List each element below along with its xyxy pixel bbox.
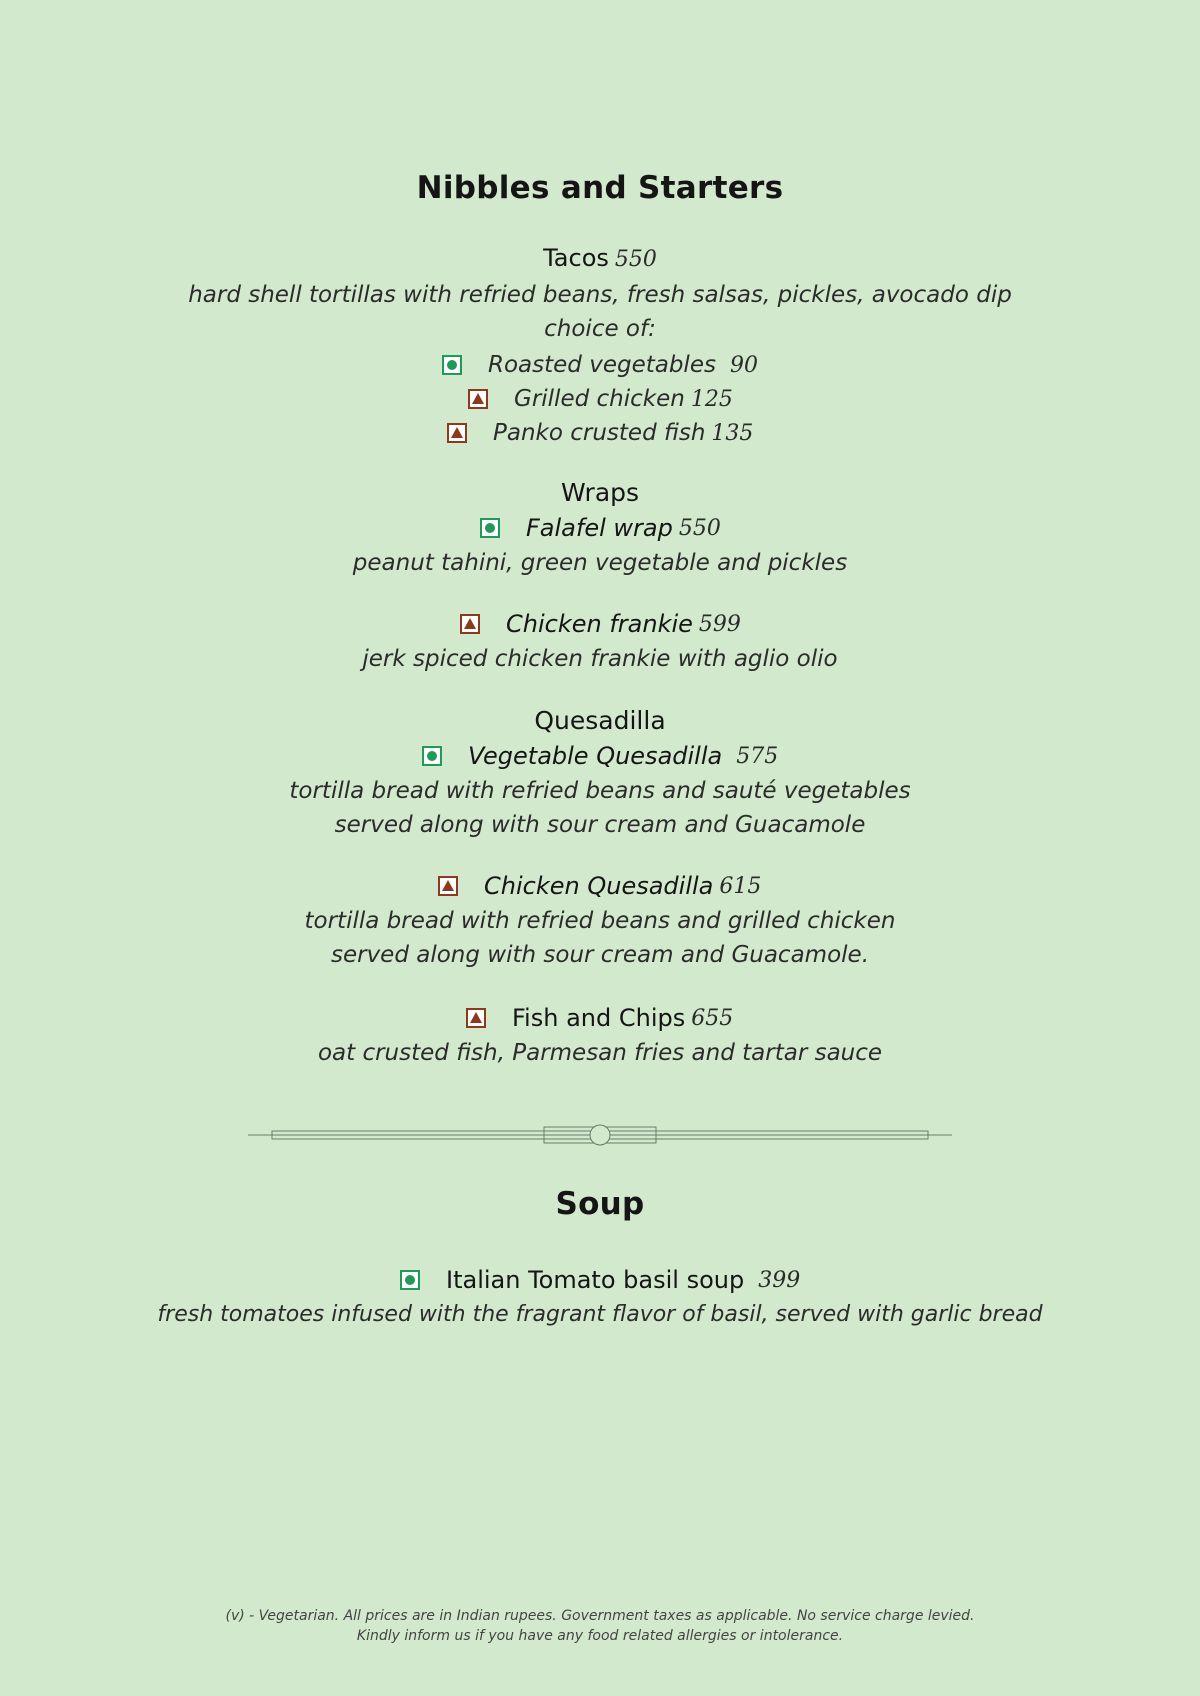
tacos-option-roasted-vegetables xyxy=(442,352,758,378)
option-name: Roasted vegetables xyxy=(488,352,716,378)
section-title-starters: Nibbles and Starters xyxy=(416,170,784,206)
wraps-title: Wraps xyxy=(560,478,640,507)
option-name: Grilled chicken xyxy=(514,386,685,412)
ornamental-divider xyxy=(248,1124,952,1146)
chicken-frankie-description: jerk spiced chicken frankie with aglio olio xyxy=(362,646,838,672)
item-falafel-wrap xyxy=(480,514,721,542)
item-price: 615 xyxy=(719,873,762,899)
nonveg-indicator-icon xyxy=(438,876,458,896)
veg-indicator-icon xyxy=(400,1270,420,1290)
vegetable-quesadilla-description-1: tortilla bread with refried beans and sauté vegetables xyxy=(289,778,911,804)
section-title-soup: Soup xyxy=(555,1186,645,1222)
footer-note-1: (v) - Vegetarian. All prices are in Indian rupees. Government taxes as applicable. No service charge levied. xyxy=(225,1608,975,1624)
item-price: 655 xyxy=(691,1005,734,1031)
item-name: Falafel wrap xyxy=(526,514,673,542)
item-chicken-quesadilla xyxy=(438,872,761,900)
fish-and-chips-description: oat crusted fish, Parmesan fries and tartar sauce xyxy=(317,1040,883,1066)
chicken-quesadilla-description-1: tortilla bread with refried beans and grilled chicken xyxy=(304,908,896,934)
option-price: 135 xyxy=(711,420,754,446)
option-price: 90 xyxy=(729,352,758,378)
item-name: Italian Tomato basil soup xyxy=(446,1266,745,1294)
item-fish-and-chips xyxy=(466,1004,733,1032)
item-name: Vegetable Quesadilla xyxy=(468,742,723,770)
tacos-heading xyxy=(0,244,1200,272)
quesadilla-title: Quesadilla xyxy=(534,706,666,735)
veg-indicator-icon xyxy=(480,518,500,538)
nonveg-indicator-icon xyxy=(447,423,467,443)
item-price: 599 xyxy=(698,611,741,637)
tacos-name: Tacos xyxy=(543,244,609,272)
nonveg-indicator-icon xyxy=(460,614,480,634)
option-price: 125 xyxy=(690,386,733,412)
footer-note-2: Kindly inform us if you have any food related allergies or intolerance. xyxy=(356,1628,844,1644)
vegetable-quesadilla-description-2: served along with sour cream and Guacamole xyxy=(334,812,866,838)
tacos-price: 550 xyxy=(614,247,657,272)
tacos-description: hard shell tortillas with refried beans, fresh salsas, pickles, avocado dip xyxy=(188,282,1012,308)
veg-indicator-icon xyxy=(442,355,462,375)
soup-description: fresh tomatoes infused with the fragrant flavor of basil, served with garlic bread xyxy=(157,1302,1043,1327)
veg-indicator-icon xyxy=(422,746,442,766)
item-chicken-frankie xyxy=(460,610,741,638)
item-name: Chicken frankie xyxy=(506,610,693,638)
tacos-choice-label: choice of: xyxy=(544,316,656,342)
item-name: Fish and Chips xyxy=(512,1004,686,1032)
falafel-wrap-description: peanut tahini, green vegetable and pickles xyxy=(352,550,848,576)
item-italian-tomato-basil-soup xyxy=(400,1266,800,1294)
option-name: Panko crusted fish xyxy=(493,420,706,446)
item-price: 575 xyxy=(736,743,779,769)
tacos-option-panko-fish xyxy=(447,420,753,446)
item-vegetable-quesadilla xyxy=(422,742,778,770)
chicken-quesadilla-description-2: served along with sour cream and Guacamole. xyxy=(330,942,870,968)
nonveg-indicator-icon xyxy=(466,1008,486,1028)
nonveg-indicator-icon xyxy=(468,389,488,409)
tacos-option-grilled-chicken xyxy=(468,386,733,412)
item-price: 399 xyxy=(758,1267,801,1293)
item-price: 550 xyxy=(678,515,721,541)
item-name: Chicken Quesadilla xyxy=(484,872,714,900)
